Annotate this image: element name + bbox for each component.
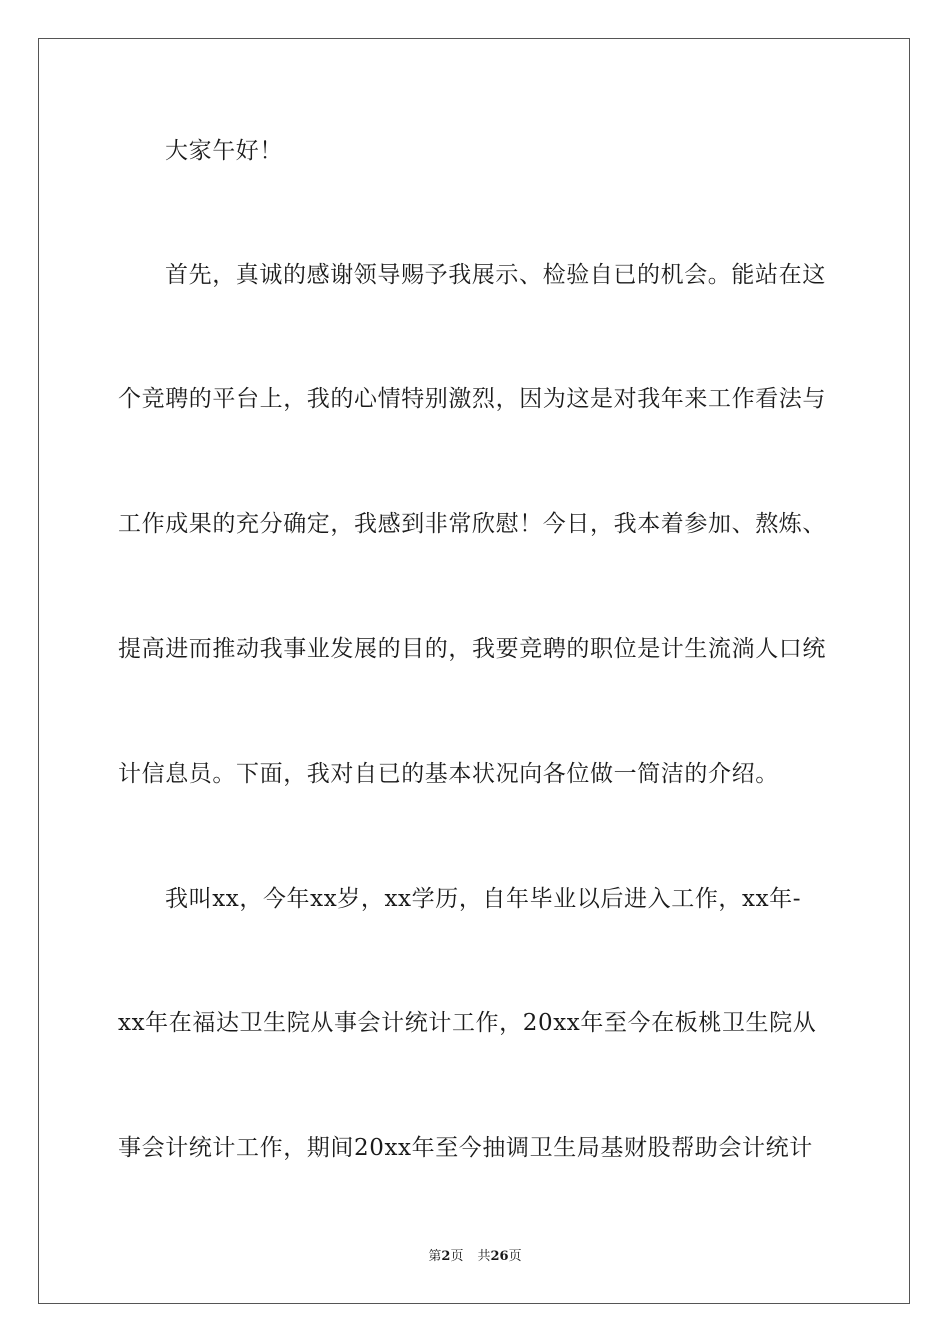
paragraph-line: 我叫xx，今年xx岁，xx学历，自年毕业以后进入工作，xx年- — [165, 886, 802, 912]
page-frame — [38, 38, 910, 1304]
paragraph-line: xx年在福达卫生院从事会计统计工作，20xx年至今在板桃卫生院从 — [118, 1010, 817, 1036]
page-footer — [0, 1248, 950, 1266]
paragraph-line: 工作成果的充分确定，我感到非常欣慰！今日，我本着参加、熬炼、 — [118, 511, 826, 537]
paragraph-line: 计信息员。下面，我对自已的基本状况向各位做一简洁的介绍。 — [118, 761, 779, 787]
paragraph-line: 提高进而推动我事业发展的目的，我要竞聘的职位是计生流淌人口统 — [118, 636, 826, 662]
paragraph-line: 事会计统计工作，期间20xx年至今抽调卫生局基财股帮助会计统计 — [118, 1135, 813, 1161]
paragraph-line: 首先，真诚的感谢领导赐予我展示、检验自已的机会。能站在这 — [165, 262, 826, 288]
page-suffix: 页 — [450, 1249, 464, 1264]
total-prefix: 共 — [477, 1249, 491, 1264]
page-prefix: 第 — [428, 1249, 442, 1264]
total-pages: 26 — [490, 1249, 509, 1264]
page-number: 2 — [441, 1249, 451, 1264]
paragraph-line: 个竞聘的平台上，我的心情特别激烈，因为这是对我年来工作看法与 — [118, 386, 826, 412]
total-suffix: 页 — [508, 1249, 522, 1264]
paragraph-line-greeting: 大家午好！ — [165, 138, 283, 164]
